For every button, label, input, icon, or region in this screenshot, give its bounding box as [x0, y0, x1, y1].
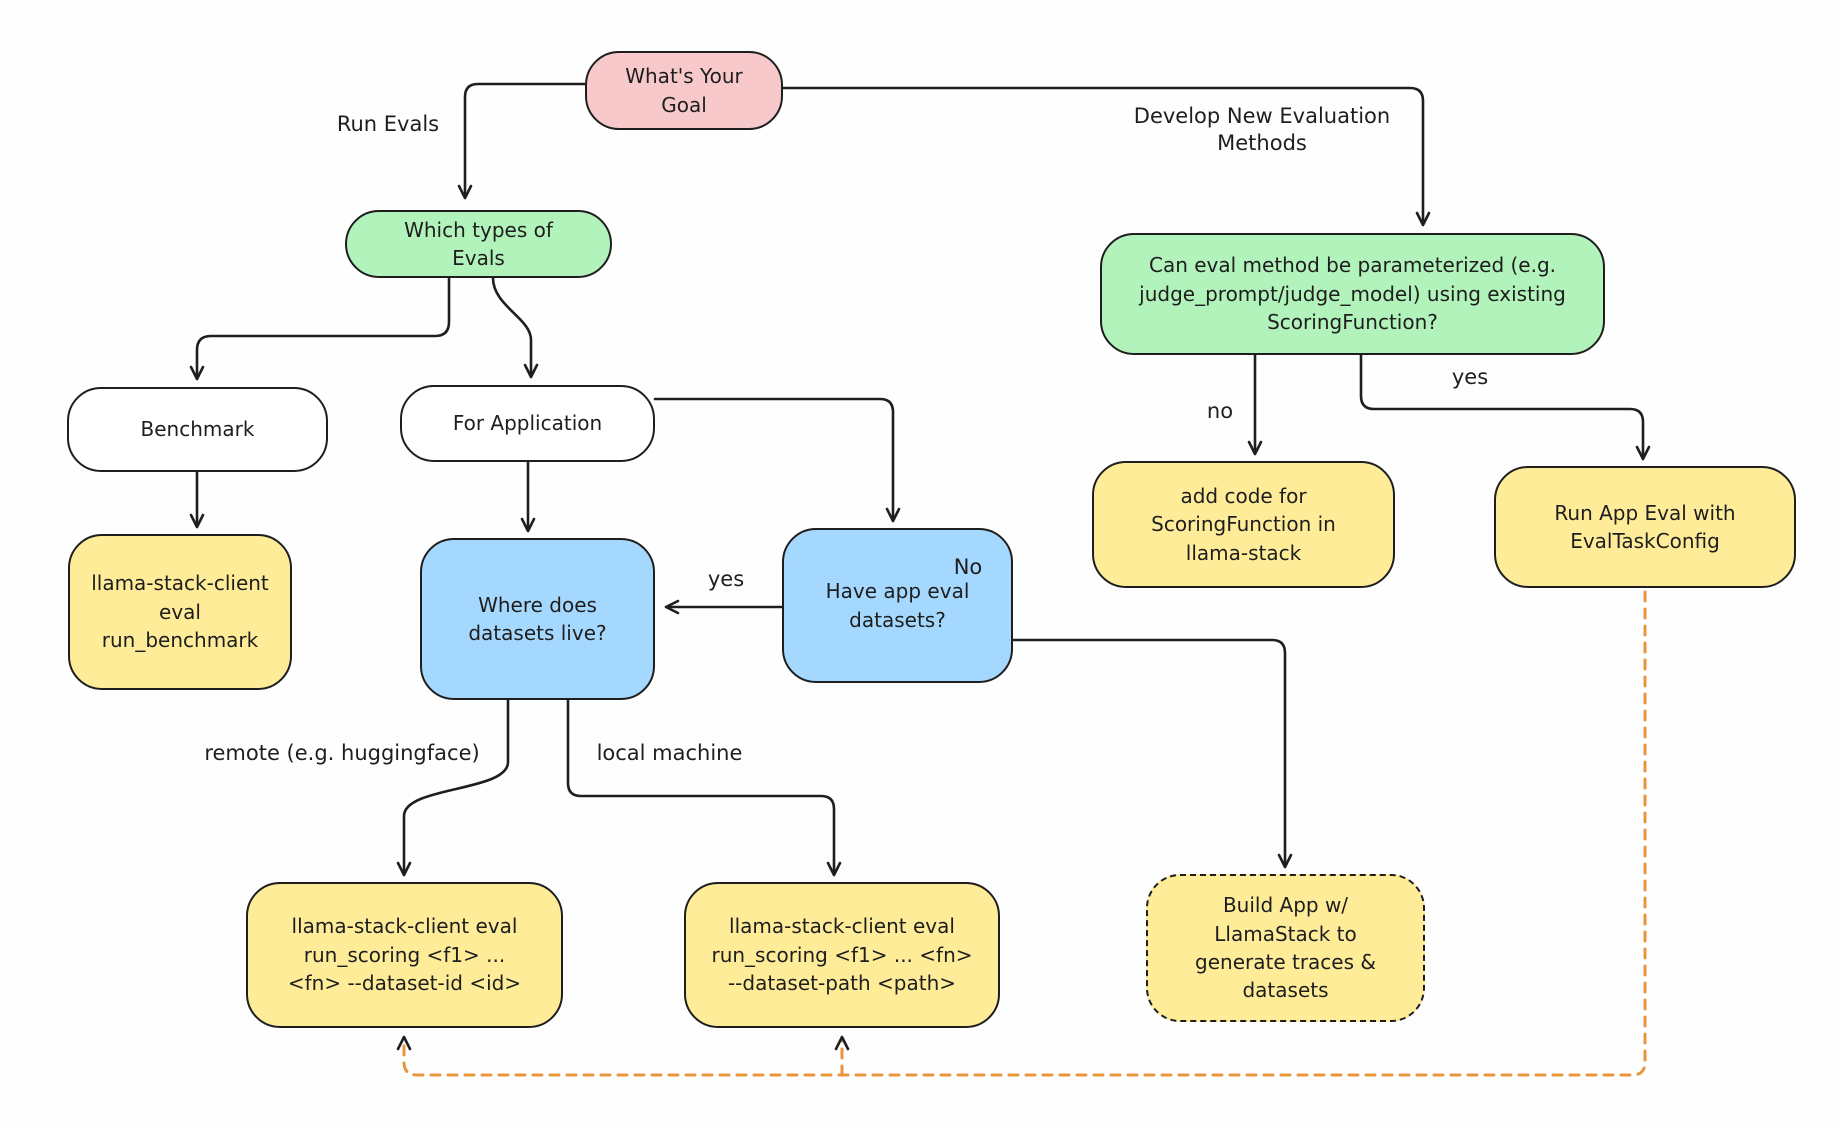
edge-label-yes-param: yes	[1451, 365, 1489, 389]
node-run-scoring-id-label: llama-stack-client eval run_scoring <f1> ... <fn> --dataset-id <id>	[287, 914, 522, 996]
node-build-app-with-llamastack	[1146, 874, 1425, 1022]
node-for-application	[400, 385, 655, 462]
node-run-benchmark-command	[68, 534, 292, 690]
edge-for-application-to-have-datasets	[655, 399, 893, 520]
node-run-scoring-dataset-path	[684, 882, 1000, 1028]
node-whats-your-goal	[585, 51, 783, 130]
node-add-code-for-scoring-function	[1092, 461, 1395, 588]
node-can-eval-method-be-parameterized	[1100, 233, 1605, 355]
node-run-scoring-dataset-id	[246, 882, 563, 1028]
node-add-code-label: add code for ScoringFunction in llama-stack	[1151, 483, 1336, 565]
node-build-app-label: Build App w/ LlamaStack to generate traces & datasets	[1195, 893, 1376, 1003]
edge-label-local-machine: local machine	[596, 741, 743, 765]
node-benchmark-label: Benchmark	[140, 417, 255, 442]
node-where-datasets-label: Where does datasets live?	[468, 592, 607, 645]
edge-which-types-to-for-application	[493, 278, 531, 376]
node-run-app-eval-label: Run App Eval with EvalTaskConfig	[1554, 500, 1736, 553]
node-benchmark	[67, 387, 328, 472]
edge-label-develop-new-evaluation-methods: Develop New Evaluation Methods	[1133, 104, 1391, 156]
edge-where-datasets-to-run-scoring-path-local	[568, 700, 834, 874]
node-where-does-datasets-live	[420, 538, 655, 700]
node-run-benchmark-label: llama-stack-client eval run_benchmark	[91, 571, 269, 653]
node-can-eval-method-label: Can eval method be parameterized (e.g. judge_prompt/judge_model) using existing ScoringFunction?	[1139, 253, 1566, 335]
node-run-app-eval	[1494, 466, 1796, 588]
node-run-scoring-path-label: llama-stack-client eval run_scoring <f1> ... <fn> --dataset-path <path>	[711, 914, 973, 996]
edge-label-no-have-datasets: No	[953, 555, 983, 579]
edge-which-types-to-benchmark	[197, 278, 449, 378]
edge-label-remote-huggingface: remote (e.g. huggingface)	[204, 741, 480, 765]
edge-label-yes-have-datasets: yes	[707, 567, 745, 591]
edge-have-datasets-to-build-app-no	[1013, 640, 1285, 866]
node-which-types-of-evals	[345, 210, 612, 278]
edge-goal-to-which-types	[465, 84, 585, 197]
edge-label-run-evals: Run Evals	[336, 112, 440, 136]
node-whats-your-goal-label: What's Your Goal	[625, 64, 743, 117]
edge-where-datasets-to-run-scoring-id-remote	[404, 700, 508, 874]
node-have-datasets-label: Have app eval datasets?	[825, 579, 970, 632]
node-have-app-eval-datasets	[782, 528, 1013, 683]
node-which-types-of-evals-label: Which types of Evals	[404, 217, 553, 270]
edge-can-param-to-run-app-eval-yes	[1361, 355, 1643, 458]
edge-label-no-param: no	[1206, 399, 1234, 423]
node-for-application-label: For Application	[452, 411, 603, 436]
